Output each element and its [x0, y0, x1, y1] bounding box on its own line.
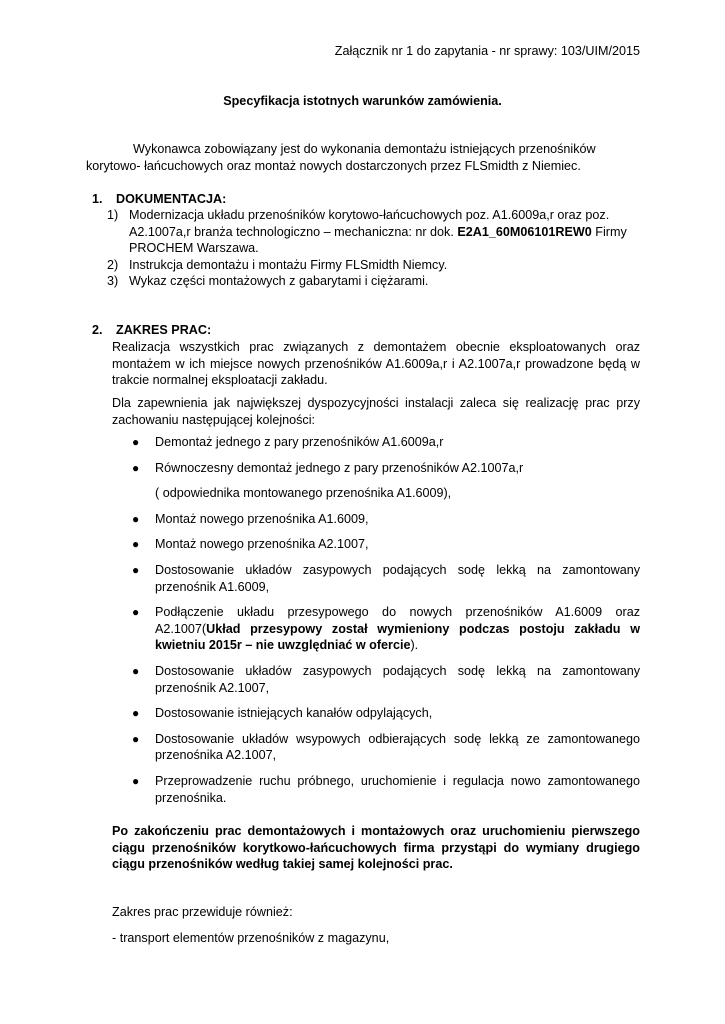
- list-item-text: Dostosowanie układów zasypowych podających sodę lekką na zamontowany przenośnik A1.6009,: [155, 562, 640, 594]
- doc-item-2: [107, 257, 649, 274]
- list-item: [132, 460, 640, 502]
- doc-item-text: PROCHEM Warszawa.: [129, 241, 259, 256]
- bullet-icon: ●: [132, 773, 140, 788]
- page-title: Specyfikacja istotnych warunków zamówienia.: [223, 94, 502, 108]
- section-1-heading: [92, 191, 226, 208]
- list-item: [132, 705, 640, 722]
- list-item: [132, 536, 640, 553]
- attachment-reference: Załącznik nr 1 do zapytania - nr sprawy: 103/UIM/2015: [334, 44, 640, 58]
- bullet-icon: ●: [132, 435, 140, 449]
- list-item: [132, 663, 640, 696]
- work-sequence-list: [132, 434, 640, 806]
- section-2-title: ZAKRES PRAC:: [116, 323, 212, 337]
- doc-item-1: [107, 207, 649, 257]
- intro-line-2: korytowo- łańcuchowych oraz montaż nowych dostarczonych przez FLSmidth z Niemiec.: [86, 159, 581, 173]
- bullet-icon: ●: [132, 562, 140, 577]
- list-item-text: Montaż nowego przenośnika A1.6009,: [155, 511, 369, 526]
- document-number: E2A1_60M06101REW0: [457, 224, 592, 239]
- doc-item-text: Firmy: [591, 224, 627, 239]
- scope-paragraph-1: Realizacja wszystkich prac związanych z demontażem obecnie eksploatowanych oraz montażem w ich miejsce nowych przenośników A1.6009a,r i A2.1007a,r prowadzone będą w trakcie normalnej eksploatacji zakładu.: [112, 340, 640, 388]
- list-item-bold-note: Układ przesypowy został wymieniony podczas postoju zakładu w kwietniu 2015r – nie uwzględniać w ofercie: [155, 621, 640, 653]
- list-item: [132, 604, 640, 654]
- doc-item-text: Instrukcja demontażu i montażu Firmy FLSmidth Niemcy.: [129, 257, 448, 272]
- doc-item-3: [107, 273, 649, 290]
- doc-item-text: A2.1007a,r branża technologiczno – mechaniczna: nr dok.: [129, 224, 458, 239]
- doc-item-number: 3): [107, 274, 119, 289]
- bullet-icon: ●: [132, 605, 140, 620]
- list-item-note: ( odpowiednika montowanego przenośnika A1.6009),: [155, 486, 452, 501]
- list-item: [132, 731, 640, 764]
- list-item-text: Dostosowanie istniejących kanałów odpylających,: [155, 706, 433, 721]
- section-2-heading: [92, 322, 211, 339]
- section-2-number: 2.: [92, 323, 103, 337]
- list-item-text: Podłączenie układu przesypowego do nowych przenośników A1.6009 oraz A2.1007(: [155, 605, 640, 636]
- scope-also-item: - transport elementów przenośników z magazynu,: [112, 931, 390, 945]
- doc-list: [107, 207, 649, 290]
- bullet-icon: ●: [132, 511, 140, 526]
- list-item-text: ).: [410, 638, 419, 653]
- closing-paragraph: Po zakończeniu prac demontażowych i montażowych oraz uruchomieniu pierwszego ciągu przenośników korytkowo-łańcuchowych firma przystąpi do wymiany drugiego ciągu przenośników według takiej samej kolejności prac.: [112, 824, 640, 872]
- list-item-text: Montaż nowego przenośnika A2.1007,: [155, 537, 369, 552]
- bullet-icon: ●: [132, 537, 140, 552]
- list-item-text: Demontaż jednego z pary przenośników A1.6009a,r: [155, 435, 444, 449]
- intro-line-1: Wykonawca zobowiązany jest do wykonania demontażu istniejących przenośników: [133, 142, 596, 156]
- section-1-number: 1.: [92, 192, 103, 206]
- scope-paragraph-2: Dla zapewnienia jak największej dyspozycyjności instalacji zaleca się realizację prac przy zachowaniu następującej kolejności:: [112, 396, 640, 427]
- list-item: [132, 773, 640, 806]
- bullet-icon: ●: [132, 663, 140, 678]
- list-item: [132, 511, 640, 528]
- doc-item-text: Modernizacja układu przenośników korytowo-łańcuchowych poz. A1.6009a,r oraz poz.: [129, 208, 610, 222]
- doc-item-text: Wykaz części montażowych z gabarytami i ciężarami.: [129, 274, 429, 289]
- bullet-icon: ●: [132, 731, 140, 746]
- section-1-title: DOKUMENTACJA:: [116, 192, 227, 206]
- doc-item-number: 2): [107, 257, 119, 272]
- list-item: [132, 434, 640, 451]
- list-item-text: Dostosowanie układów zasypowych podających sodę lekką na zamontowany przenośnik A2.1007,: [155, 663, 640, 695]
- bullet-icon: ●: [132, 460, 140, 475]
- list-item-text: Przeprowadzenie ruchu próbnego, uruchomienie i regulacja nowo zamontowanego przenośnika.: [155, 773, 640, 805]
- list-item-text: Równoczesny demontaż jednego z pary przenośników A2.1007a,r: [155, 460, 524, 475]
- list-item-text: Dostosowanie układów wsypowych odbierających sodę lekką ze zamontowanego przenośnika A2.1007,: [155, 731, 640, 763]
- bullet-icon: ●: [132, 706, 140, 721]
- list-item: [132, 562, 640, 595]
- scope-also-heading: Zakres prac przewiduje również:: [112, 905, 293, 919]
- doc-item-number: 1): [107, 208, 119, 222]
